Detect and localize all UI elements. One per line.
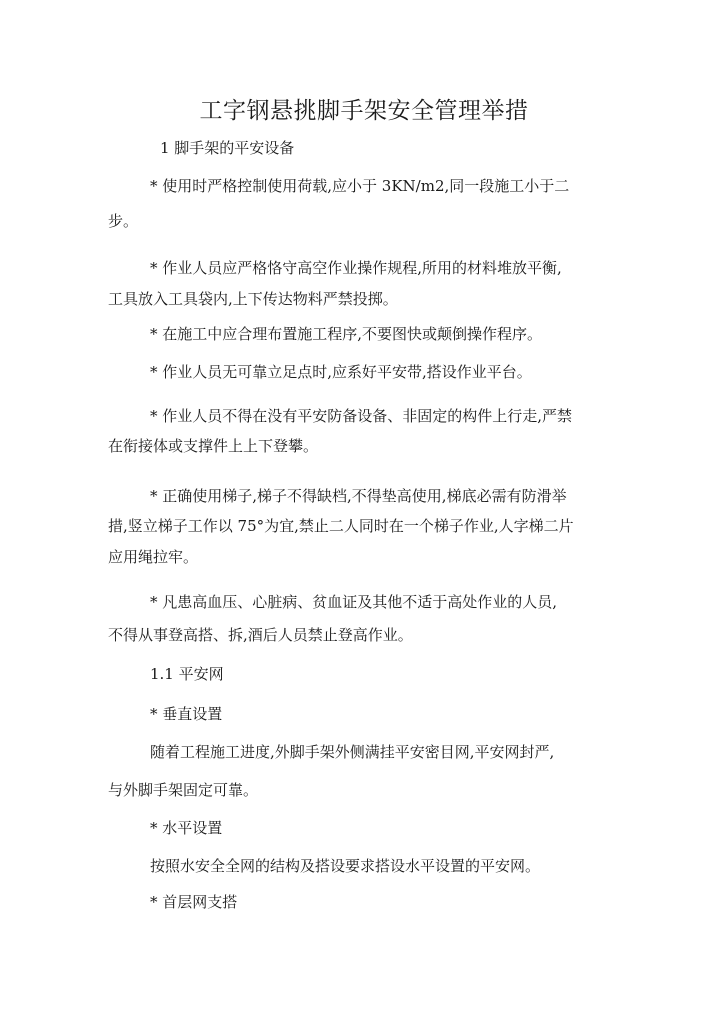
subsection-heading: * 垂直设置 — [150, 705, 223, 723]
document-title: 工字钢悬挑脚手架安全管理举措 — [199, 98, 529, 124]
subsection-heading: * 水平设置 — [150, 819, 223, 837]
paragraph-line: 按照水安全全网的结构及搭设要求搭设水平设置的平安网。 — [150, 857, 541, 875]
paragraph-line: 步。 — [108, 212, 139, 230]
paragraph-line: * 正确使用梯子,梯子不得缺档,不得垫高使用,梯底必需有防滑举 — [150, 487, 567, 505]
paragraph-line: * 作业人员不得在没有平安防备设备、非固定的构件上行走,严禁 — [150, 407, 573, 425]
section-heading: 1 脚手架的平安设备 — [160, 139, 295, 157]
paragraph-line: 不得从事登高搭、拆,酒后人员禁止登高作业。 — [108, 626, 413, 644]
paragraph-line: 应用绳拉牢。 — [108, 548, 199, 566]
paragraph-line: 措,竖立梯子工作以 75°为宜,禁止二人同时在一个梯子作业,人字梯二片 — [108, 517, 574, 535]
paragraph-line: * 作业人员无可靠立足点时,应系好平安带,搭设作业平台。 — [150, 363, 532, 381]
paragraph-line: * 作业人员应严格恪守高空作业操作规程,所用的材料堆放平衡, — [150, 259, 562, 277]
paragraph-line: 在衔接体或支撑件上上下登攀。 — [108, 437, 319, 455]
section-heading: 1.1 平安网 — [150, 665, 224, 683]
paragraph-line: * 在施工中应合理布置施工程序,不要图快或颠倒操作程序。 — [150, 325, 543, 343]
paragraph-line: 随着工程施工进度,外脚手架外侧满挂平安密目网,平安网封严, — [150, 743, 555, 761]
subsection-heading: * 首层网支搭 — [150, 893, 238, 911]
paragraph-line: 与外脚手架固定可靠。 — [108, 781, 259, 799]
paragraph-line: 工具放入工具袋内,上下传达物料严禁投掷。 — [108, 290, 398, 308]
paragraph-line: * 凡患高血压、心脏病、贫血证及其他不适于高处作业的人员, — [150, 593, 558, 611]
paragraph-line: * 使用时严格控制使用荷载,应小于 3KN/m2,同一段施工小于二 — [150, 177, 570, 195]
